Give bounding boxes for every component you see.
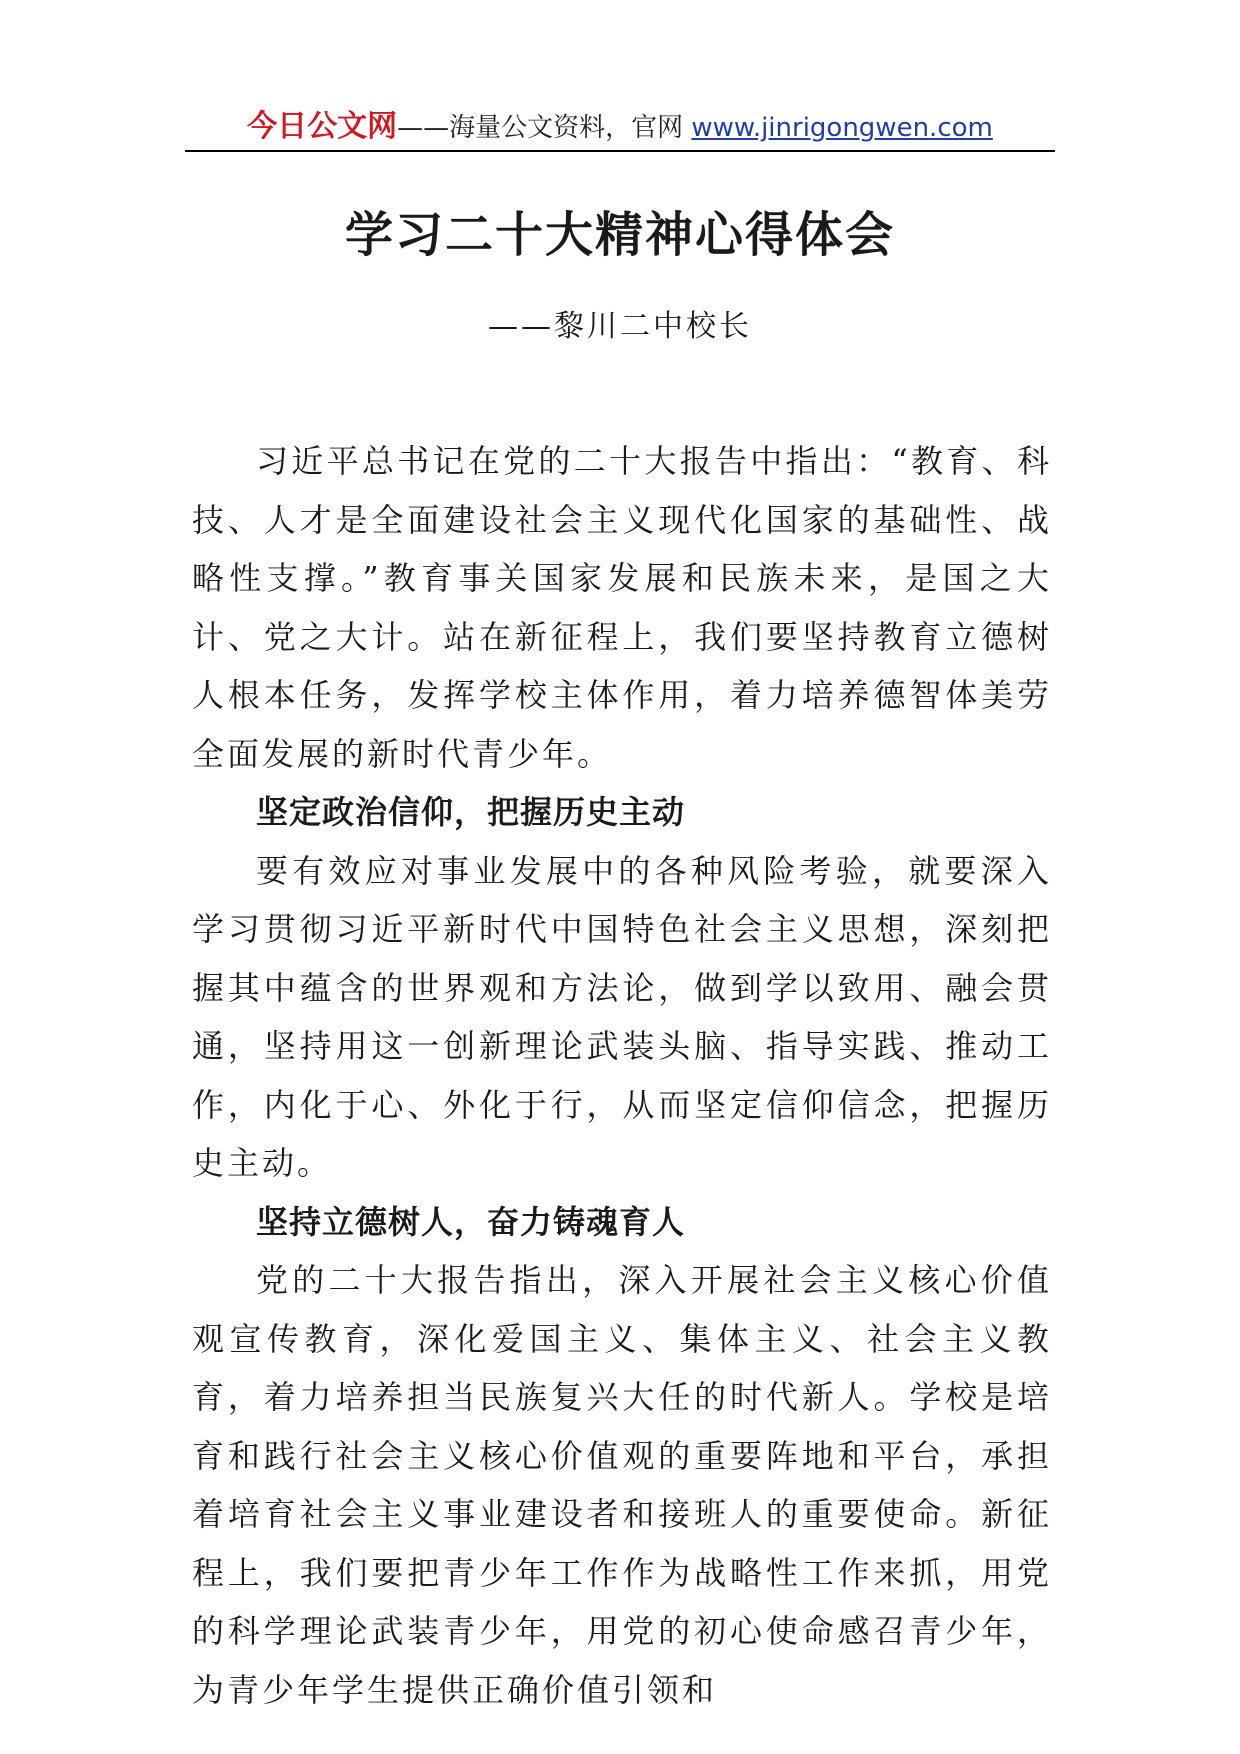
document-body [192, 432, 1052, 1719]
section-paragraph: 要有效应对事业发展中的各种风险考验，就要深入学习贯彻习近平新时代中国特色社会主义思想，深刻把握其中蕴含的世界观和方法论，做到学以致用、融会贯通，坚持用这一创新理论武装头脑、指导实践、推动工作，内化于心、外化于行，从而坚定信仰信念，把握历史主动。 [192, 851, 1052, 1182]
intro-paragraph: 习近平总书记在党的二十大报告中指出：“教育、科技、人才是全面建设社会主义现代化国家的基础性、战略性支撑。”教育事关国家发展和民族未来，是国之大计、党之大计。站在新征程上，我们要坚持教育立德树人根本任务，发挥学校主体作用，着力培养德智体美劳全面发展的新时代青少年。 [192, 442, 1052, 773]
header-tagline: ——海量公文资料，官网 [397, 113, 692, 143]
site-header [185, 104, 1055, 152]
site-url-link[interactable]: www.jinrigongwen.com [691, 113, 993, 143]
brand-name: 今日公文网 [247, 109, 398, 144]
section-heading: 坚持立德树人，奋力铸魂育人 [256, 1202, 686, 1241]
section-heading: 坚定政治信仰，把握历史主动 [256, 793, 686, 831]
document-byline: ——黎川二中校长 [488, 309, 752, 344]
document-title: 学习二十大精神心得体会 [344, 207, 895, 263]
section-paragraph: 党的二十大报告指出，深入开展社会主义核心价值观宣传教育，深化爱国主义、集体主义、社会主义教育，着力培养担当民族复兴大任的时代新人。学校是培育和践行社会主义核心价值观的重要阵地和平台，承担着培育社会主义事业建设者和接班人的重要使命。新征程上，我们要把青少年工作作为战略性工作来抓，用党的科学理论武装青少年，用党的初心使命感召青少年，为青少年学生提供正确价值引领和 [192, 1261, 1052, 1709]
